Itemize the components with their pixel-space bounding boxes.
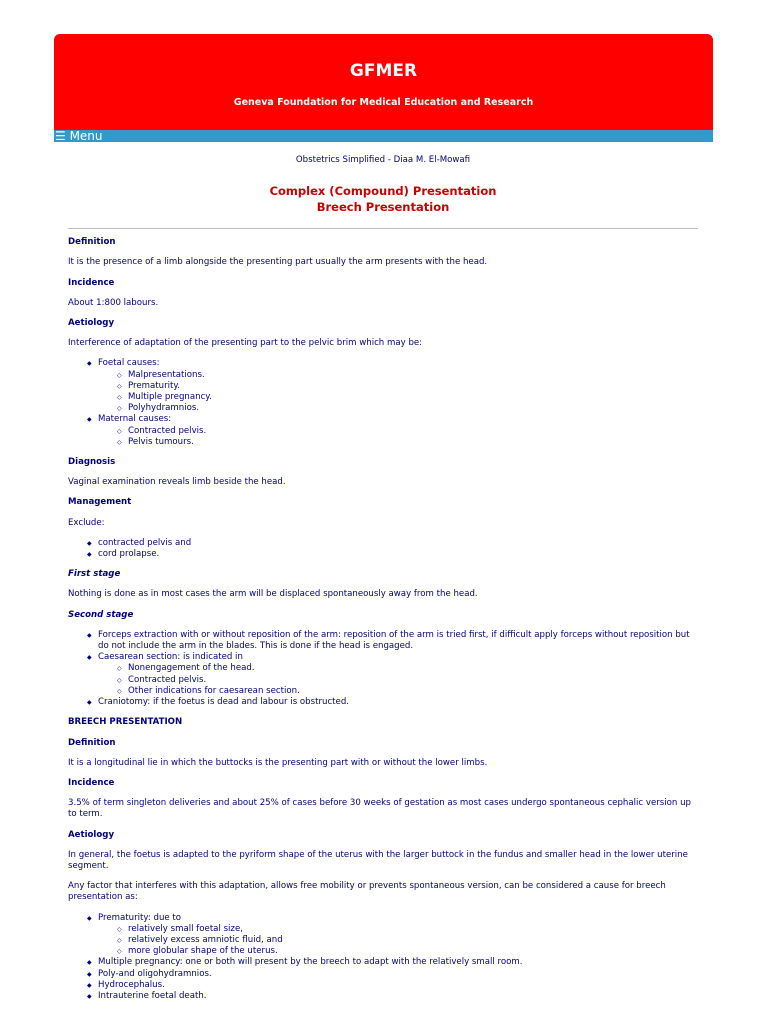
site-subtitle: Geneva Foundation for Medical Education and Research xyxy=(233,97,534,108)
site-header xyxy=(54,34,713,130)
paragraph: Vaginal examination reveals limb beside the head. xyxy=(68,477,286,488)
section-heading: Management xyxy=(68,497,132,508)
list-item: ◇ relatively excess amniotic fluid, and xyxy=(128,935,698,946)
menu-bar xyxy=(54,130,713,142)
paragraph: 3.5% of term singleton deliveries and about 25% of cases before 30 weeks of gestation as most cases undergo spontaneous cephalic version up to term. xyxy=(68,798,691,820)
site-title[interactable]: GFMER xyxy=(349,61,418,81)
sub-list xyxy=(98,370,698,415)
paragraph: It is the presence of a limb alongside the presenting part usually the arm presents with the head. xyxy=(68,257,488,268)
list-item: ◇ Prematurity. xyxy=(128,381,698,392)
list-item: ◆ Forceps extraction with or without reposition of the arm: reposition of the arm is tried first, if difficult apply forceps without reposition but do not include the arm in the blades. This is done if the head is engaged. xyxy=(98,630,698,652)
list-item: ◇ Polyhydramnios. xyxy=(128,403,698,414)
list-item: ◇ Pelvis tumours. xyxy=(128,437,698,448)
list-item: ◆ cord prolapse. xyxy=(98,549,698,560)
cause-list xyxy=(68,358,698,448)
list-item: ◆ contracted pelvis and xyxy=(98,538,698,549)
subsection-heading: First stage xyxy=(68,569,121,580)
paragraph: It is a longitudinal lie in which the buttocks is the presenting part with or without the lower limbs. xyxy=(68,757,488,768)
list-item xyxy=(98,652,698,697)
paragraph: Interference of adaptation of the presenting part to the pelvic brim which may be: xyxy=(68,338,423,349)
section-heading: Incidence xyxy=(68,777,115,788)
section-heading: Aetiology xyxy=(68,829,115,840)
section-heading: Definition xyxy=(68,237,116,248)
breech-cause-list xyxy=(68,913,698,1003)
list-item-label: Prematurity: due to xyxy=(98,912,182,923)
section-heading: Incidence xyxy=(68,277,115,288)
section-heading: Definition xyxy=(68,737,116,748)
list-item: ◇ Malpresentations. xyxy=(128,370,698,381)
list-item: ◆ Craniotomy: if the foetus is dead and labour is obstructed. xyxy=(98,697,698,708)
paragraph: In general, the foetus is adapted to the pyriform shape of the uterus with the larger buttock in the fundus and smaller head in the lower uterine segment. xyxy=(68,849,688,871)
page-title: Complex (Compound) Presentation xyxy=(269,184,497,199)
list-item: ◆ Multiple pregnancy: one or both will present by the breech to adapt with the relatively small room. xyxy=(98,957,698,968)
subsection-heading: Second stage xyxy=(68,609,134,620)
list-item: ◇ Nonengagement of the head. xyxy=(128,663,698,674)
paragraph: Any factor that interferes with this adaptation, allows free mobility or prevents spontaneous version, can be considered a cause for breech presentation as: xyxy=(68,881,666,903)
exclude-list xyxy=(68,538,698,560)
list-item: ◇ more globular shape of the uterus. xyxy=(128,946,698,957)
list-item xyxy=(98,913,698,958)
page-subtitle: Breech Presentation xyxy=(316,200,450,215)
list-item: ◇ relatively small foetal size, xyxy=(128,924,698,935)
list-item: ◆ Hydrocephalus. xyxy=(98,980,698,991)
list-item: ◇ Other indications for caesarean section. xyxy=(128,686,698,697)
list-item: ◇ Multiple pregnancy. xyxy=(128,392,698,403)
list-item-label: Caesarean section: is indicated in xyxy=(98,652,243,663)
list-item-label: Foetal causes: xyxy=(98,358,160,369)
book-link[interactable]: Obstetrics Simplified - Diaa M. El-Mowafi xyxy=(295,155,471,165)
menu-button[interactable]: ☰ Menu xyxy=(55,129,103,143)
section-heading: Aetiology xyxy=(68,318,115,329)
sub-list xyxy=(98,924,698,958)
article xyxy=(68,155,698,1002)
section-heading: Diagnosis xyxy=(68,457,116,468)
list-item-label: Maternal causes: xyxy=(98,414,172,425)
list-item xyxy=(98,358,698,414)
sub-list xyxy=(98,663,698,697)
sub-list xyxy=(98,426,698,448)
paragraph: Nothing is done as in most cases the arm will be displaced spontaneously away from the head. xyxy=(68,589,478,600)
list-item: ◆ Intrauterine foetal death. xyxy=(98,991,698,1002)
paragraph: About 1:800 labours. xyxy=(68,297,159,308)
list-item: ◆ Poly-and oligohydramnios. xyxy=(98,969,698,980)
divider xyxy=(68,228,698,229)
list-item: ◇ Contracted pelvis. xyxy=(128,426,698,437)
list-item xyxy=(98,414,698,448)
list-item: ◇ Contracted pelvis. xyxy=(128,675,698,686)
section-heading: BREECH PRESENTATION xyxy=(68,717,183,728)
second-stage-list xyxy=(68,630,698,708)
paragraph: Exclude: xyxy=(68,517,105,528)
